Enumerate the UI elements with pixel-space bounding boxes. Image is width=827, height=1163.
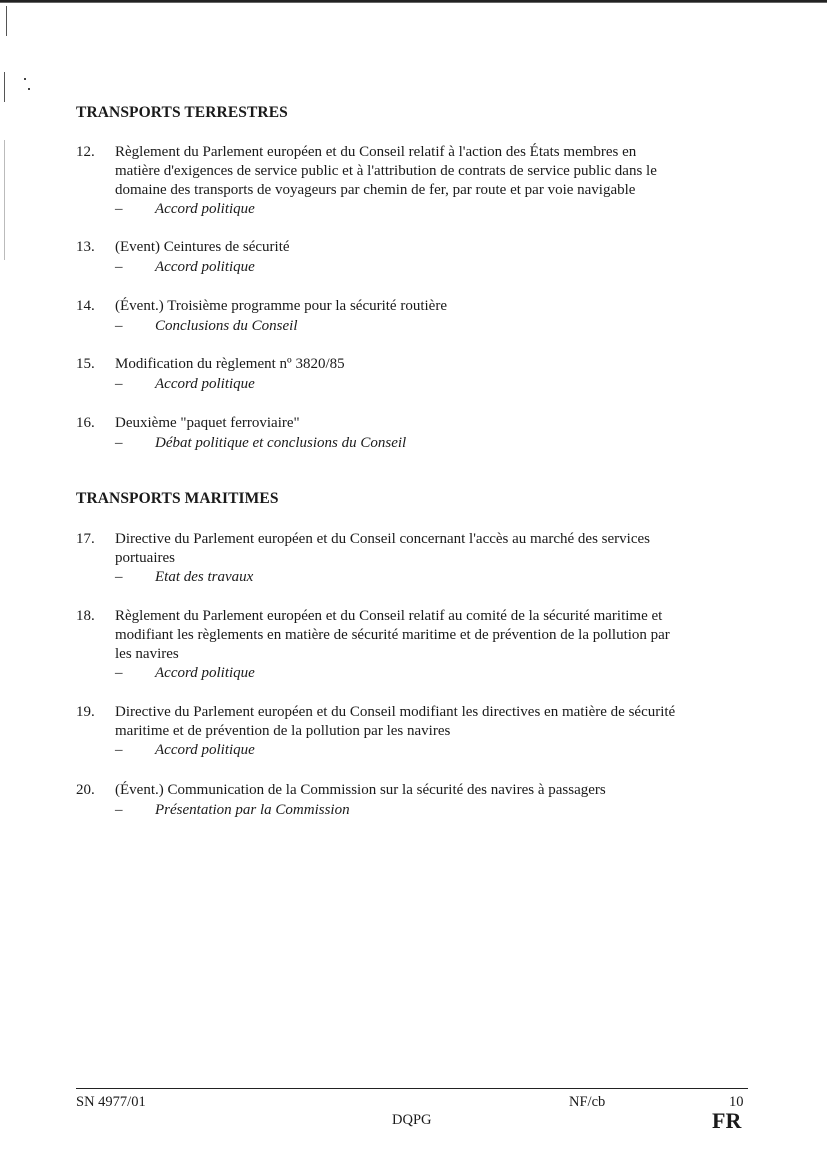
item-number: 16. — [76, 415, 95, 431]
item-action: Accord politique — [155, 201, 255, 217]
footer-rule — [76, 1088, 748, 1089]
item-subtitle — [115, 200, 745, 219]
item-title — [115, 355, 745, 374]
item-subtitle — [115, 375, 745, 394]
item-action: Accord politique — [155, 665, 255, 681]
dash: – — [115, 259, 123, 275]
item-title — [115, 238, 745, 257]
item-action: Etat des travaux — [155, 569, 254, 585]
item-number: 17. — [76, 531, 95, 547]
section-heading-transports-terrestres: TRANSPORTS TERRESTRES — [76, 104, 288, 121]
dash: – — [115, 665, 123, 681]
footer-page-number: 10 — [729, 1094, 744, 1110]
item-title-line: Règlement du Parlement européen et du Conseil relatif au comité de la sécurité maritime et — [115, 608, 663, 624]
scan-margin-mark — [4, 140, 5, 260]
item-number: 12. — [76, 144, 95, 160]
item-title-line: domaine des transports de voyageurs par chemin de fer, par route et par voie navigable — [115, 182, 636, 198]
footer-language-code: FR — [712, 1108, 742, 1133]
item-number: 20. — [76, 782, 95, 798]
item-subtitle — [115, 664, 745, 683]
dash: – — [115, 201, 123, 217]
item-action: Conclusions du Conseil — [155, 318, 298, 334]
item-subtitle — [115, 434, 745, 453]
item-action: Accord politique — [155, 259, 255, 275]
item-title — [115, 703, 745, 741]
item-title-line: Directive du Parlement européen et du Conseil modifiant les directives en matière de sécurité — [115, 704, 676, 720]
item-number: 13. — [76, 239, 95, 255]
item-title-line: les navires — [115, 646, 179, 662]
dash: – — [115, 435, 123, 451]
item-action: Débat politique et conclusions du Conseil — [155, 435, 407, 451]
item-title-line: Directive du Parlement européen et du Conseil concernant l'accès au marché des services — [115, 531, 650, 547]
dash: – — [115, 376, 123, 392]
item-action: Accord politique — [155, 376, 255, 392]
item-title-line: maritime et de prévention de la pollution par les navires — [115, 723, 451, 739]
item-subtitle — [115, 568, 745, 587]
item-action: Présentation par la Commission — [155, 802, 350, 818]
item-number: 14. — [76, 298, 95, 314]
section-heading-transports-maritimes: TRANSPORTS MARITIMES — [76, 490, 279, 507]
scan-margin-mark — [6, 6, 7, 36]
item-number: 18. — [76, 608, 95, 624]
item-title — [115, 414, 745, 433]
item-subtitle — [115, 741, 745, 760]
dash: – — [115, 569, 123, 585]
item-title — [115, 143, 745, 200]
item-number: 15. — [76, 356, 95, 372]
item-action: Accord politique — [155, 742, 255, 758]
item-title-line: Deuxième "paquet ferroviaire" — [115, 415, 300, 431]
item-title-line: Règlement du Parlement européen et du Conseil relatif à l'action des États membres en — [115, 144, 637, 160]
item-title-line: portuaires — [115, 550, 175, 566]
scan-speck — [24, 78, 26, 80]
item-title-line: (Évent.) Communication de la Commission sur la sécurité des navires à passagers — [115, 782, 606, 798]
footer-department: DQPG — [392, 1112, 432, 1128]
dash: – — [115, 802, 123, 818]
dash: – — [115, 742, 123, 758]
item-number: 19. — [76, 704, 95, 720]
footer-initials: NF/cb — [569, 1094, 606, 1110]
item-title — [115, 530, 745, 568]
item-title-line: (Évent.) Troisième programme pour la sécurité routière — [115, 298, 447, 314]
item-subtitle — [115, 317, 745, 336]
dash: – — [115, 318, 123, 334]
footer-doc-ref: SN 4977/01 — [76, 1094, 146, 1110]
item-title-line: matière d'exigences de service public et à l'attribution de contrats de service public dans le — [115, 163, 657, 179]
item-title — [115, 607, 745, 664]
scan-speck — [28, 88, 30, 90]
item-title-line: (Event) Ceintures de sécurité — [115, 239, 290, 255]
item-subtitle — [115, 258, 745, 277]
item-subtitle — [115, 801, 745, 820]
item-title-line: modifiant les règlements en matière de sécurité maritime et de prévention de la pollution par — [115, 627, 670, 643]
item-title-line: Modification du règlement nº 3820/85 — [115, 356, 345, 372]
scan-margin-mark — [4, 72, 5, 102]
item-title — [115, 781, 745, 800]
item-title — [115, 297, 745, 316]
top-border-line — [0, 0, 827, 4]
